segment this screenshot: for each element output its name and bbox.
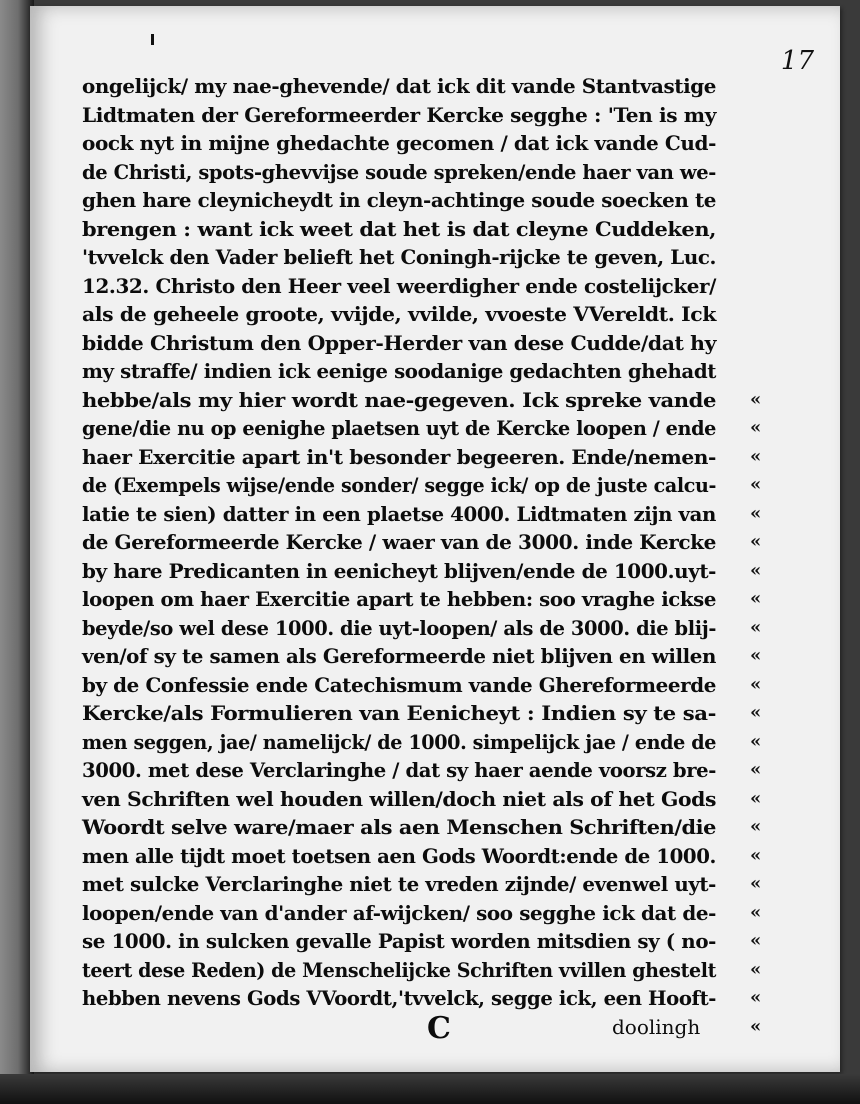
margin-quote-mark: «: [750, 958, 762, 980]
text-line-content: teert dese Reden) de Menschelijcke Schriften vvillen ghestelt: [82, 957, 716, 982]
text-line-content: my straffe/ indien ick eenige soodanige gedachten ghehadt: [82, 359, 716, 383]
text-line-content: ven Schriften wel houden willen/doch niet als of het Gods: [82, 786, 716, 811]
text-line: [82, 899, 772, 928]
catchword: doolingh: [612, 1014, 701, 1039]
signature-mark: C: [427, 1010, 451, 1046]
margin-quote-mark: «: [750, 588, 762, 609]
margin-quote-mark: «: [750, 759, 762, 780]
margin-quote-mark: «: [750, 502, 762, 524]
text-line: [82, 186, 772, 215]
text-line: [82, 443, 772, 472]
text-line: [82, 72, 772, 101]
page-text-block: [82, 72, 772, 1046]
margin-quote-mark: «: [750, 673, 762, 695]
text-line-content: men alle tijdt moet toetsen aen Gods Woordt:ende de 1000.: [82, 843, 716, 868]
text-line-content: by de Confessie ende Catechismum vande Ghereformeerde: [82, 672, 716, 697]
text-line: [82, 272, 772, 301]
text-line-content: oock nyt in mijne ghedachte gecomen / dat ick vande Cud-: [82, 131, 716, 155]
text-line: [82, 471, 772, 500]
text-line-content: loopen om haer Exercitie apart te hebben: soo vraghe ickse: [82, 587, 716, 611]
text-line-content: beyde/so wel dese 1000. die uyt-loopen/ als de 3000. die blij-: [82, 615, 716, 640]
text-line-content: latie te sien) datter in een plaetse 4000. Lidtmaten zijn van: [82, 501, 716, 526]
margin-quote-mark: «: [750, 844, 762, 866]
text-line: [82, 243, 772, 272]
text-line-content: de Christi, spots-ghevvijse soude spreken/ende haer van we-: [82, 159, 716, 184]
page-number: 17: [780, 46, 814, 76]
text-line: [82, 329, 772, 358]
text-line-content: hebbe/als my hier wordt nae-gegeven. Ick spreke vande: [82, 387, 716, 412]
margin-quote-mark: «: [750, 445, 762, 467]
text-line: [82, 842, 772, 871]
margin-quote-mark: «: [750, 645, 762, 666]
margin-quote-mark: «: [750, 474, 762, 495]
text-line-content: brengen : want ick weet dat het is dat cleyne Cuddeken,: [82, 216, 716, 241]
text-line: [82, 699, 772, 728]
text-line: [82, 956, 772, 985]
text-line-content: Kercke/als Formulieren van Eenicheyt : Indien sy te sa-: [82, 701, 716, 725]
text-line-content: als de geheele groote, vvijde, vvilde, vvoeste VVereldt. Ick: [82, 302, 716, 326]
margin-quote-mark: «: [750, 559, 762, 581]
text-line-content: hebben nevens Gods VVoordt,'tvvelck, segge ick, een Hooft-: [82, 986, 716, 1010]
text-line: [82, 500, 772, 529]
text-line-content: 3000. met dese Verclaringhe / dat sy haer aende voorsz bre-: [82, 758, 716, 782]
text-line: [82, 158, 772, 187]
text-line-content: se 1000. in sulcken gevalle Papist worden mitsdien sy ( no-: [82, 929, 716, 953]
text-line: [82, 357, 772, 386]
text-line-content: de Gereformeerde Kercke / waer van de 3000. inde Kercke: [82, 530, 716, 554]
text-line: [82, 813, 772, 842]
text-line-content: men seggen, jae/ namelijck/ de 1000. simpelijck jae / ende de: [82, 729, 716, 754]
margin-quote-mark: «: [750, 730, 762, 752]
text-line: [82, 129, 772, 158]
margin-quote-mark: «: [750, 417, 762, 438]
text-line-content: 12.32. Christo den Heer veel weerdigher ende costelijcker/: [82, 273, 716, 298]
margin-quote-mark: «: [750, 816, 762, 837]
text-line-content: de (Exempels wijse/ende sonder/ segge ick/ op de juste calcu-: [82, 473, 716, 497]
text-line-content: Woordt selve ware/maer als aen Menschen Schriften/die: [82, 815, 716, 839]
margin-quote-mark: «: [750, 901, 762, 923]
margin-quote-mark: «: [750, 987, 762, 1008]
text-line-content: gene/die nu op eenighe plaetsen uyt de Kercke loopen / ende: [82, 416, 716, 440]
text-line: [82, 642, 772, 671]
margin-quote-mark: «: [750, 616, 762, 638]
text-line: [82, 728, 772, 757]
scan-bottom-edge: [0, 1074, 860, 1104]
text-line: [82, 927, 772, 956]
text-line: [82, 300, 772, 329]
margin-quote-mark: «: [750, 930, 762, 951]
book-binding-edge: [0, 0, 34, 1104]
text-line-content: haer Exercitie apart in't besonder begeeren. Ende/nemen-: [82, 444, 716, 469]
text-line-content: ongelijck/ my nae-ghevende/ dat ick dit vande Stantvastige: [82, 74, 716, 98]
text-line: [82, 557, 772, 586]
text-line: [82, 101, 772, 130]
text-line: [82, 984, 772, 1013]
text-line: [82, 386, 772, 415]
margin-quote-mark: «: [750, 1015, 762, 1037]
text-line: [82, 614, 772, 643]
text-line: [82, 215, 772, 244]
text-line-content: loopen/ende van d'ander af-wijcken/ soo segghe ick dat de-: [82, 900, 716, 925]
text-line-content: ven/of sy te samen als Gereformeerde niet blijven en willen: [82, 644, 716, 668]
ink-speck: [151, 34, 154, 45]
text-line: [82, 756, 772, 785]
margin-quote-mark: «: [750, 787, 762, 809]
margin-quote-mark: «: [750, 531, 762, 552]
text-line: [82, 870, 772, 899]
text-line-content: Lidtmaten der Gereformeerder Kercke segghe : 'Ten is my: [82, 102, 716, 127]
text-line: [82, 585, 772, 614]
margin-quote-mark: «: [750, 388, 762, 410]
text-line: [82, 785, 772, 814]
margin-quote-mark: «: [750, 702, 762, 723]
text-line-content: met sulcke Verclaringhe niet te vreden zijnde/ evenwel uyt-: [82, 872, 716, 896]
text-line: [82, 671, 772, 700]
catchline: [82, 1010, 772, 1046]
text-line-content: 'tvvelck den Vader belieft het Coningh-rijcke te geven, Luc.: [82, 245, 716, 269]
text-line: [82, 528, 772, 557]
text-line-content: ghen hare cleynicheydt in cleyn-achtinge soude soecken te: [82, 188, 716, 212]
text-line: [82, 414, 772, 443]
book-page: [30, 6, 840, 1072]
text-line-content: bidde Christum den Opper-Herder van dese Cudde/dat hy: [82, 330, 716, 355]
text-line-content: by hare Predicanten in eenicheyt blijven/ende de 1000.uyt-: [82, 558, 716, 583]
margin-quote-mark: «: [750, 873, 762, 894]
